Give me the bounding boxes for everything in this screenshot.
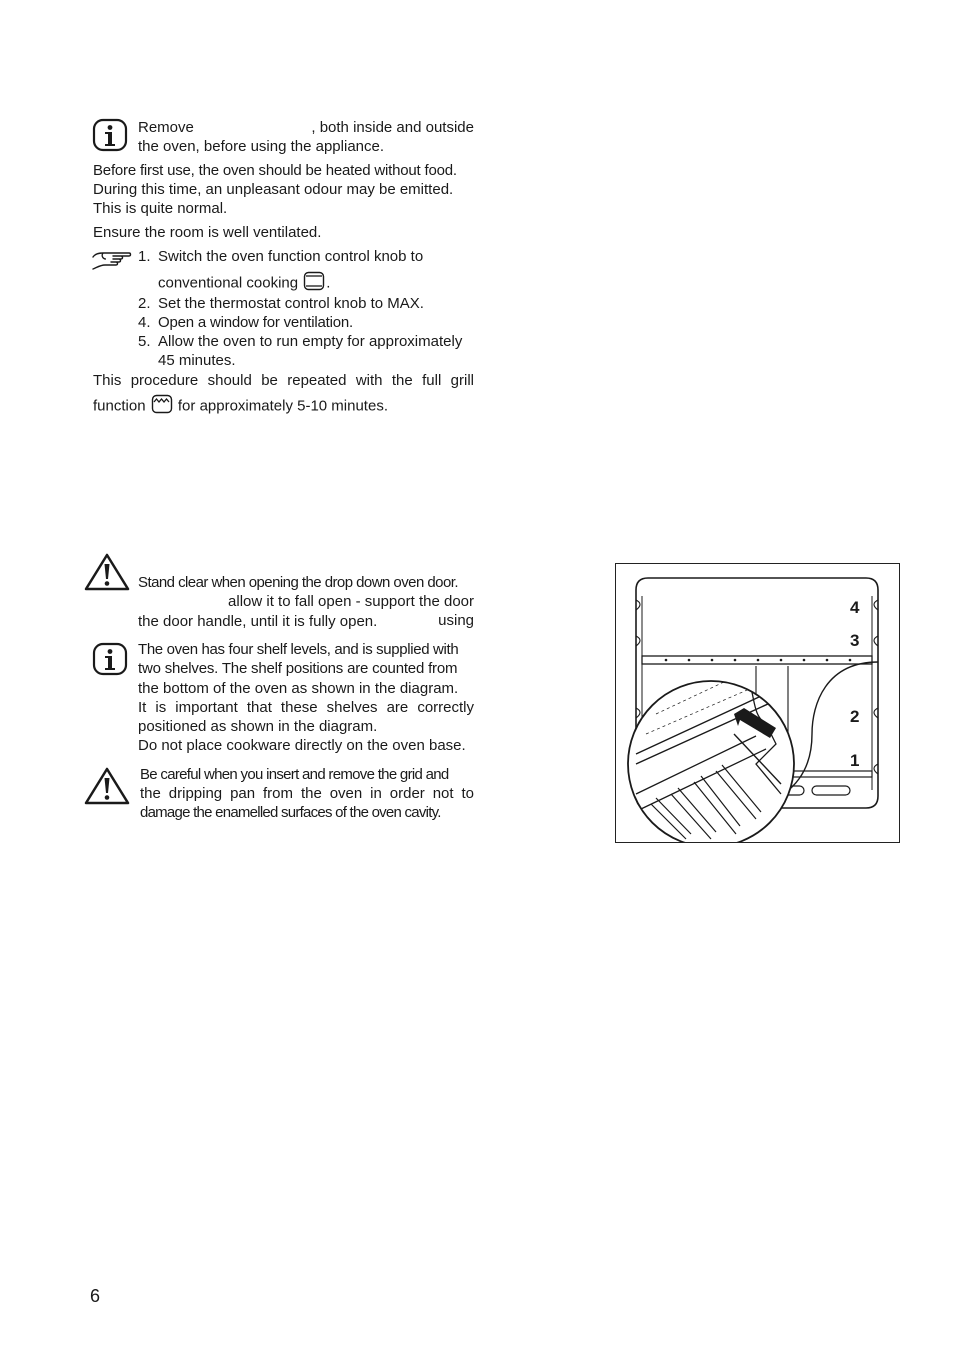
conventional-cooking-icon	[303, 271, 325, 296]
shelf-level-1-label: 1	[850, 751, 860, 770]
full-grill-icon	[151, 394, 173, 419]
warning-icon	[84, 553, 130, 591]
info-text-cookware: Do not place cookware directly on the oven base.	[138, 737, 466, 754]
shelf-level-4-label: 4	[850, 598, 860, 617]
warning-text-stand-clear: Stand clear when opening the drop down oven door.	[138, 574, 458, 591]
warning-text-fall-open: allow it to fall open - support the door using	[228, 593, 474, 629]
shelf-level-2-label: 2	[850, 707, 860, 726]
oven-shelf-diagram	[615, 563, 900, 843]
warning-text-enamelled: damage the enamelled surfaces of the oven cavity.	[140, 804, 441, 821]
info-text-before-using: the oven, before using the appliance.	[138, 138, 385, 155]
info-text-remove: Remove	[138, 119, 194, 136]
shelf-level-3-label: 3	[850, 631, 860, 650]
paragraph-ventilated: Ensure the room is well ventilated.	[93, 224, 322, 241]
warning-text-dripping-pan: the dripping pan from the oven in order not to	[140, 785, 474, 802]
warning-text-careful: Be careful when you insert and remove the grid and	[140, 766, 449, 783]
page-number: 6	[90, 1286, 101, 1306]
paragraph-repeat: This procedure should be repeated with the full grill	[93, 372, 474, 389]
info-text-shelf-count: two shelves. The shelf positions are counted from	[138, 660, 458, 677]
info-text-shelf-levels: The oven has four shelf levels, and is supplied with	[138, 641, 459, 658]
info-icon	[92, 642, 128, 676]
info-text-important: It is important that these shelves are correctly	[138, 699, 474, 716]
warning-text-door-handle: the door handle, until it is fully open.	[138, 613, 378, 630]
info-text-inside-outside: , both inside and outside	[311, 119, 474, 136]
info-text-bottom-of-oven: the bottom of the oven as shown in the diagram.	[138, 680, 459, 697]
paragraph-odour: During this time, an unpleasant odour may be emitted.	[93, 181, 454, 198]
paragraph-normal: This is quite normal.	[93, 200, 228, 217]
paragraph-grill-function: function for approximately 5-10 minutes.	[93, 394, 388, 419]
info-icon	[92, 118, 128, 152]
paragraph-first-use: Before first use, the oven should be heated without food.	[93, 162, 457, 179]
pointing-hand-icon	[91, 249, 133, 273]
info-text-positioned: positioned as shown in the diagram.	[138, 718, 378, 735]
warning-icon	[84, 767, 130, 805]
